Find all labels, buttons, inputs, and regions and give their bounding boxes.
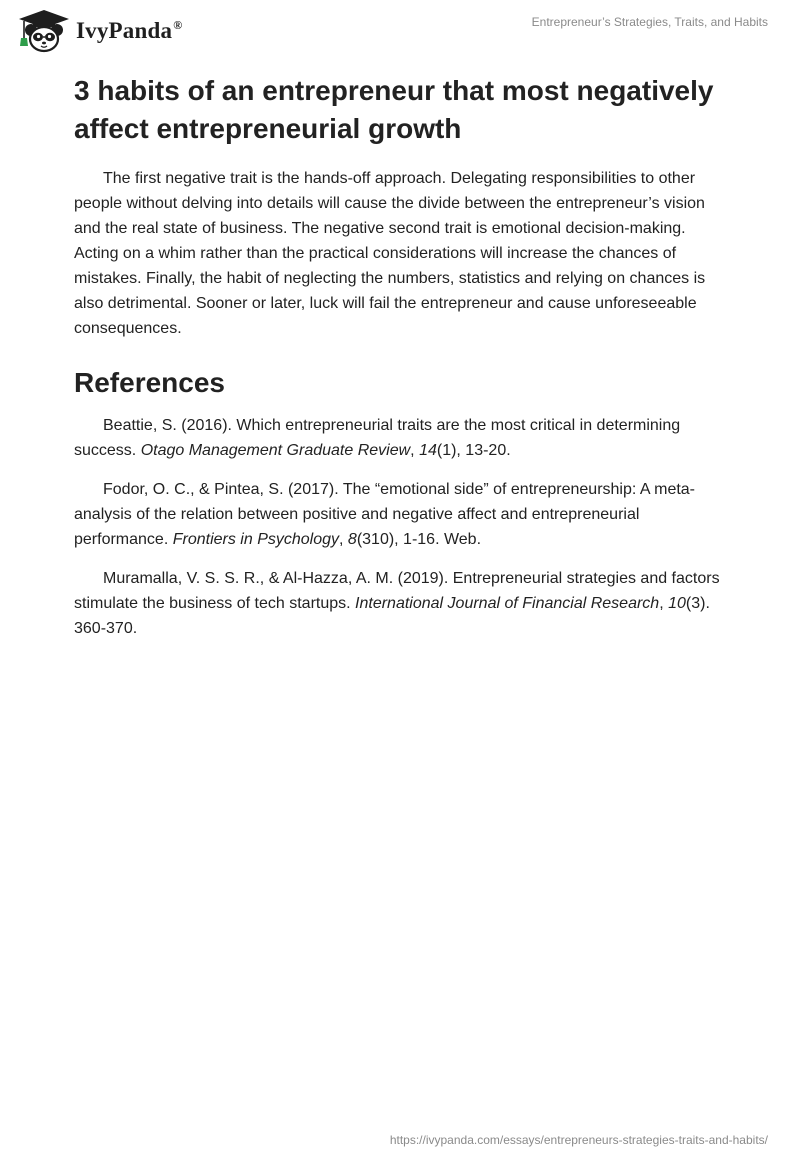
references-heading: References	[74, 367, 225, 398]
brand-name: IvyPanda®	[76, 18, 183, 43]
journal-title: Otago Management Graduate Review	[140, 442, 411, 459]
ivypanda-logo[interactable]	[14, 8, 182, 54]
reference-item: Muramalla, V. S. S. R., & Al-Hazza, A. M. (2019). Entrepreneurial strategies and factors stimulate the business of tech startups. International Journal of Financial Research, 10(3). 360-370.	[74, 570, 720, 637]
panda-graduate-icon	[14, 8, 74, 54]
journal-volume: 14	[419, 442, 437, 459]
running-title: Entrepreneur’s Strategies, Traits, and Habits	[531, 15, 768, 29]
source-url-link[interactable]: https://ivypanda.com/essays/entrepreneurs-strategies-traits-and-habits/	[389, 1133, 768, 1147]
section-heading: 3 habits of an entrepreneur that most negatively affect entrepreneurial growth	[74, 75, 714, 144]
journal-title: Frontiers in Psychology	[172, 531, 340, 548]
reference-item: Beattie, S. (2016). Which entrepreneurial traits are the most critical in determining success. Otago Management Graduate Review, 14(1), 13-20.	[74, 417, 681, 459]
document-body	[74, 72, 724, 655]
reference-item: Fodor, O. C., & Pintea, S. (2017). The “emotional side” of entrepreneurship: A meta-analysis of the relation between positive and negative affect and entrepreneurial performance. Frontiers in Psychology, 8(310), 1-16. Web.	[74, 481, 696, 548]
page-header	[0, 0, 800, 60]
body-paragraph: The first negative trait is the hands-off approach. Delegating responsibilities to other people without delving into details will cause the divide between the entrepreneur’s vision and the real state of business. The negative second trait is emotional decision-making. Acting on a whim rather than the practical considerations will increase the chances of mistakes. Finally, the habit of neglecting the numbers, statistics and relying on chances is also detrimental. Sooner or later, luck will fail the entrepreneur and cause unforeseeable consequences.	[74, 170, 706, 337]
journal-volume: 10	[668, 595, 686, 612]
journal-volume: 8	[347, 531, 357, 548]
journal-title: International Journal of Financial Research	[355, 595, 660, 612]
